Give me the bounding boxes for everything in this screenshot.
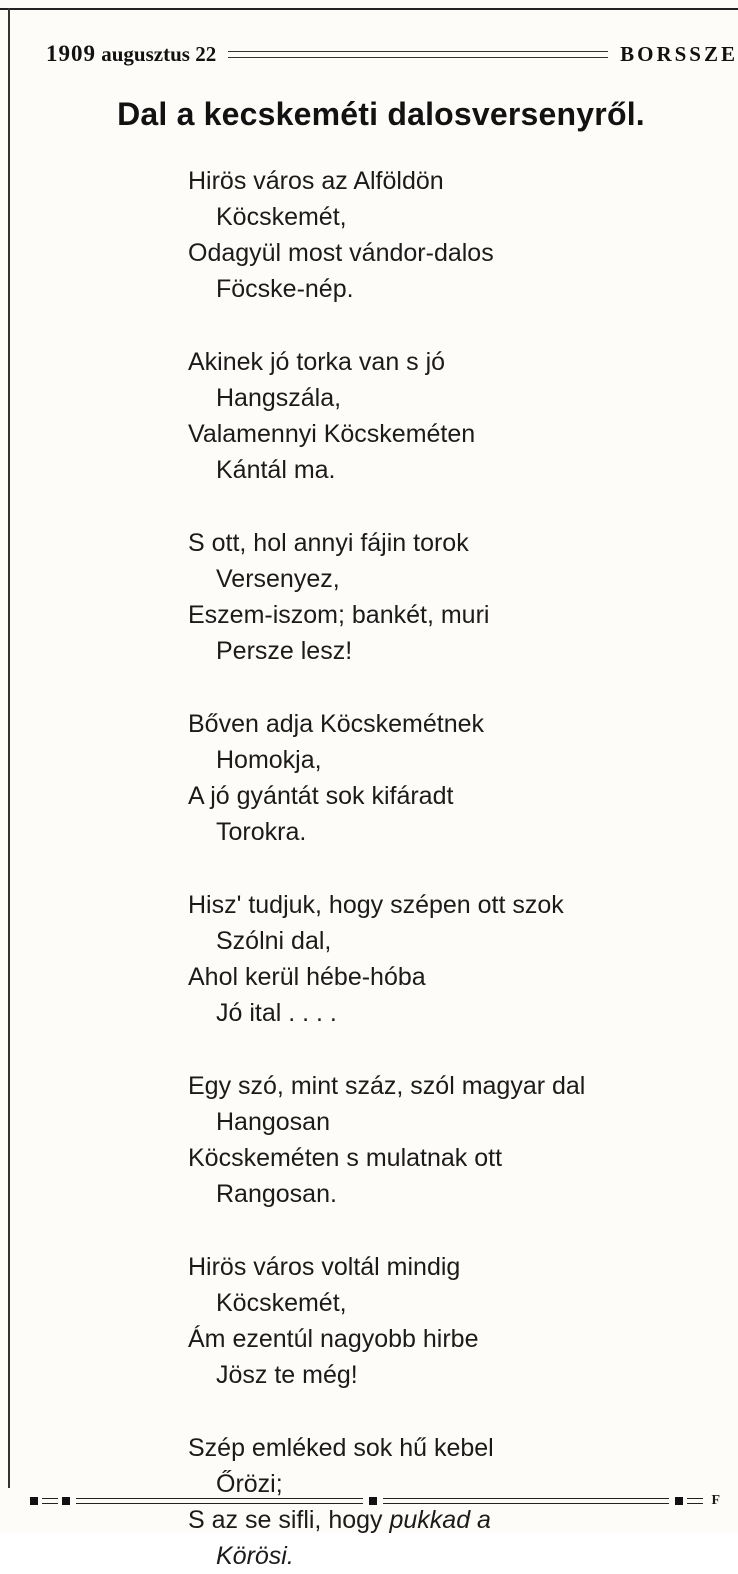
poem-body [188, 163, 718, 1574]
verse-line: Homokja, [216, 746, 322, 774]
verse-line: Eszem-iszom; bankét, muri [188, 601, 490, 629]
verse-line: A jó gyántát sok kifáradt [188, 782, 454, 810]
poem-title: Dal a kecskeméti dalosversenyről. [117, 96, 645, 132]
left-column-rule [8, 8, 10, 1488]
ornament-long-rule [383, 1498, 670, 1504]
italic-phrase: pukkad a [389, 1506, 491, 1534]
header-double-rule [228, 51, 608, 58]
verse-line: Egy szó, mint száz, szól magyar dal [188, 1072, 586, 1100]
verse-line: Köcskemét, [216, 1289, 347, 1317]
stanza [188, 1068, 718, 1212]
stanza [188, 706, 718, 850]
ornament-square [369, 1497, 377, 1505]
verse-line: Kántál ma. [216, 456, 336, 484]
verse-line: Bőven adja Köcskemétnek [188, 710, 485, 738]
italic-name: Körösi. [216, 1542, 294, 1570]
verse-line: Jó ital . . . . [216, 999, 337, 1027]
verse-line: Persze lesz! [216, 637, 353, 665]
verse-line: Szép emléked sok hű kebel [188, 1434, 494, 1462]
verse-line [188, 1538, 718, 1574]
ornament-long-rule [76, 1498, 363, 1504]
verse-line: Rangosan. [216, 1180, 337, 1208]
stanza [188, 525, 718, 669]
verse-line: Ám ezentúl nagyobb hirbe [188, 1325, 479, 1353]
ornament-short-rule [42, 1498, 58, 1504]
issue-day: augusztus 22 [101, 42, 217, 66]
page-header [46, 38, 738, 70]
verse-line: Ahol kerül hébe-hóba [188, 963, 426, 991]
verse-line: Valamennyi Köcskeméten [188, 420, 476, 448]
verse-line-start: S az se sifli, hogy [188, 1506, 390, 1534]
verse-line: Föcske-nép. [216, 275, 354, 303]
stanza [188, 1249, 718, 1393]
top-rule [0, 8, 738, 10]
footer-ornament-rule [30, 1492, 720, 1510]
verse-line: Hirös város az Alföldön [188, 167, 444, 195]
verse-line: Akinek jó torka van s jó [188, 348, 446, 376]
issue-year: 1909 [46, 41, 96, 66]
verse-line: Versenyez, [216, 565, 340, 593]
verse-line: Hisz' tudjuk, hogy szépen ott szok [188, 891, 564, 919]
verse-line: Köcskemét, [216, 203, 347, 231]
ornament-short-rule [687, 1498, 703, 1504]
ornament-square [675, 1497, 683, 1505]
stanza [188, 887, 718, 1031]
verse-line: Hangosan [216, 1108, 330, 1136]
verse-line: Köcskeméten s mulatnak ott [188, 1144, 503, 1172]
issue-date [46, 41, 216, 67]
verse-line: Őrözi; [216, 1470, 283, 1498]
ornament-square [62, 1497, 70, 1505]
verse-line: Szólni dal, [216, 927, 332, 955]
verse-line: Jösz te még! [216, 1361, 358, 1389]
masthead: BORSSZE [620, 41, 738, 66]
ornament-tail: F [711, 1493, 720, 1508]
verse-line: S ott, hol annyi fájin torok [188, 529, 469, 557]
verse-line: Hangszála, [216, 384, 342, 412]
ornament-square [30, 1497, 38, 1505]
verse-line: Torokra. [216, 818, 307, 846]
stanza [188, 344, 718, 488]
verse-line: Odagyül most vándor-dalos [188, 239, 494, 267]
stanza [188, 163, 718, 307]
verse-line: Hirös város voltál mindig [188, 1253, 461, 1281]
